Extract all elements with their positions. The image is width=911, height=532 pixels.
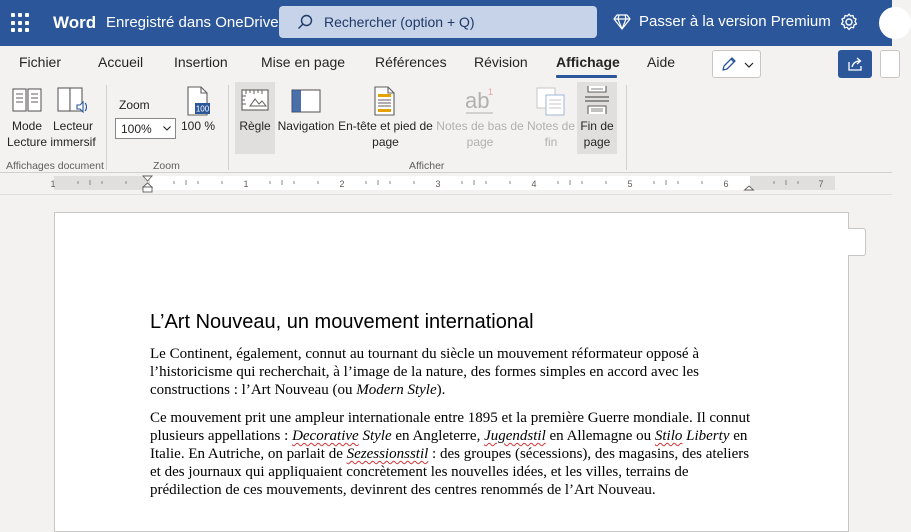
premium-label: Passer à la version Premium	[639, 13, 831, 30]
group-label-afficher: Afficher	[409, 160, 445, 172]
tab-fichier[interactable]: Fichier	[19, 54, 62, 70]
paragraph-1[interactable]	[150, 345, 699, 399]
notes-de-fin-toggle[interactable]	[526, 84, 576, 154]
app-launcher-icon[interactable]	[11, 13, 31, 33]
entete-label-2: page	[372, 135, 399, 149]
zoom-100-button[interactable]	[179, 84, 217, 140]
share-button[interactable]	[838, 50, 872, 78]
paragraph-line: prédilection de ces mouvements, devinrent des centres renommés de l’Art Nouveau.	[150, 482, 656, 499]
ruler-number: 1	[50, 179, 56, 189]
mode-lecture-button[interactable]	[5, 84, 49, 154]
lecteur-immersif-label-1: Lecteur	[52, 119, 94, 133]
svg-text:100: 100	[195, 104, 210, 114]
page-break-icon	[582, 84, 612, 116]
ruler-number: 4	[531, 179, 537, 189]
regle-label: Règle	[239, 119, 271, 133]
spelling-error: Sezessionsstil	[346, 446, 429, 463]
ruler-scale	[0, 173, 892, 195]
immersive-reader-icon	[56, 85, 90, 117]
group-label-zoom: Zoom	[153, 160, 180, 172]
document-save-status[interactable]: Enregistré dans OneDrive	[106, 14, 279, 31]
ruler-number: 7	[818, 179, 824, 189]
tab-affichage[interactable]: Affichage	[556, 54, 620, 70]
ruler-icon	[240, 86, 270, 114]
ribbon-separator	[228, 85, 229, 170]
zoom-value: 100%	[121, 122, 152, 136]
paragraph-line: plusieurs appellations : Decorative Style en Angleterre, Jugendstil en Allemagne ou Stilo Liberty en	[150, 428, 748, 445]
notes-fin-label-1: Notes de	[526, 119, 576, 133]
ruler-number: 2	[339, 179, 345, 189]
navigation-toggle[interactable]	[276, 84, 336, 140]
book-icon	[11, 86, 43, 116]
tab-mise-en-page[interactable]: Mise en page	[261, 54, 346, 70]
search-box[interactable]	[279, 6, 597, 38]
zoom-100-label: 100 %	[180, 119, 216, 133]
ruler-number: 1	[243, 179, 249, 189]
app-name[interactable]: Word	[53, 13, 97, 32]
ruler-number: 6	[723, 179, 729, 189]
ruler-number: 3	[435, 179, 441, 189]
navigation-label: Navigation	[277, 119, 335, 133]
entete-label-1: En-tête et pied de	[338, 119, 433, 133]
side-panel-tab[interactable]	[848, 228, 866, 256]
comments-button[interactable]	[880, 50, 900, 78]
fin-page-label-2: page	[583, 135, 611, 149]
lecteur-immersif-button[interactable]	[50, 84, 96, 154]
share-icon	[847, 56, 863, 72]
zoom-label: Zoom	[119, 98, 150, 112]
svg-text:ab: ab	[465, 88, 490, 113]
spelling-error: Stilo	[654, 428, 683, 445]
regle-toggle[interactable]	[235, 82, 275, 154]
tab-aide[interactable]: Aide	[647, 54, 676, 70]
footnote-icon	[463, 86, 497, 116]
paragraph-line: constructions : l’Art Nouveau (ou Modern Style).	[150, 382, 446, 399]
document-heading[interactable]: L’Art Nouveau, un mouvement international	[150, 311, 534, 333]
avatar[interactable]	[879, 7, 911, 39]
tab-accueil[interactable]: Accueil	[98, 54, 144, 70]
paragraph-line: Le Continent, également, connut au tournant du siècle un mouvement réformateur opposé à	[150, 346, 699, 362]
endnote-icon	[534, 86, 568, 116]
zoom-100-icon	[185, 85, 211, 117]
search-icon	[297, 14, 313, 30]
notes-fin-label-2: fin	[544, 135, 558, 149]
spelling-error: Jugendstil	[484, 428, 546, 445]
paragraph-2[interactable]	[150, 409, 750, 499]
pencil-icon	[720, 55, 738, 73]
horizontal-ruler[interactable]	[0, 173, 892, 195]
chevron-down-icon	[744, 62, 754, 68]
paragraph-line: Italie. En Autriche, on parlait de Sezessionsstil : des groupes (sécessions), des magasins, des ateliers	[150, 446, 750, 463]
ribbon-separator	[626, 85, 627, 170]
tab-insertion[interactable]: Insertion	[174, 54, 228, 70]
mode-lecture-label-2: Lecture	[6, 135, 48, 149]
paragraph-line: l’historicisme qui recherchait, à l’image de la nature, des formes simples en accord avec les	[150, 364, 699, 381]
fin-page-label-1: Fin de	[580, 119, 614, 133]
group-label-affichages: Affichages document	[6, 160, 104, 172]
diamond-icon	[613, 14, 631, 30]
header-footer-icon	[372, 85, 398, 117]
notes-bas-label-1: Notes de bas de	[436, 119, 524, 133]
ruler-number: 5	[627, 179, 633, 189]
fin-de-page-toggle[interactable]	[577, 82, 617, 154]
lecteur-immersif-label-2: immersif	[50, 135, 96, 149]
search-placeholder[interactable]: Rechercher (option + Q)	[324, 14, 475, 30]
tab-revision[interactable]: Révision	[474, 54, 528, 70]
ribbon-separator	[106, 85, 107, 170]
active-tab-indicator	[556, 75, 617, 78]
mode-lecture-label-1: Mode	[11, 119, 43, 133]
entete-pied-toggle[interactable]	[337, 84, 434, 154]
editing-mode-button[interactable]	[712, 50, 761, 78]
notes-bas-de-page-toggle[interactable]	[435, 84, 525, 154]
gear-icon[interactable]	[839, 12, 859, 32]
notes-bas-label-2: page	[466, 135, 494, 149]
paragraph-line: et des journaux qui appliquaient concrètement les nouvelles idées, et les villes, terrains de	[150, 464, 689, 481]
paragraph-line: Ce mouvement prit une ampleur internationale entre 1895 et la première Guerre mondiale. Il connut	[150, 410, 751, 426]
title-bar	[0, 0, 892, 46]
navigation-pane-icon	[290, 86, 322, 114]
tab-references[interactable]: Références	[375, 54, 447, 70]
premium-button[interactable]	[613, 13, 831, 30]
svg-text:1: 1	[488, 87, 494, 97]
spelling-error: Decorative	[292, 428, 359, 445]
zoom-select[interactable]	[115, 118, 176, 139]
chevron-down-icon	[163, 126, 171, 131]
